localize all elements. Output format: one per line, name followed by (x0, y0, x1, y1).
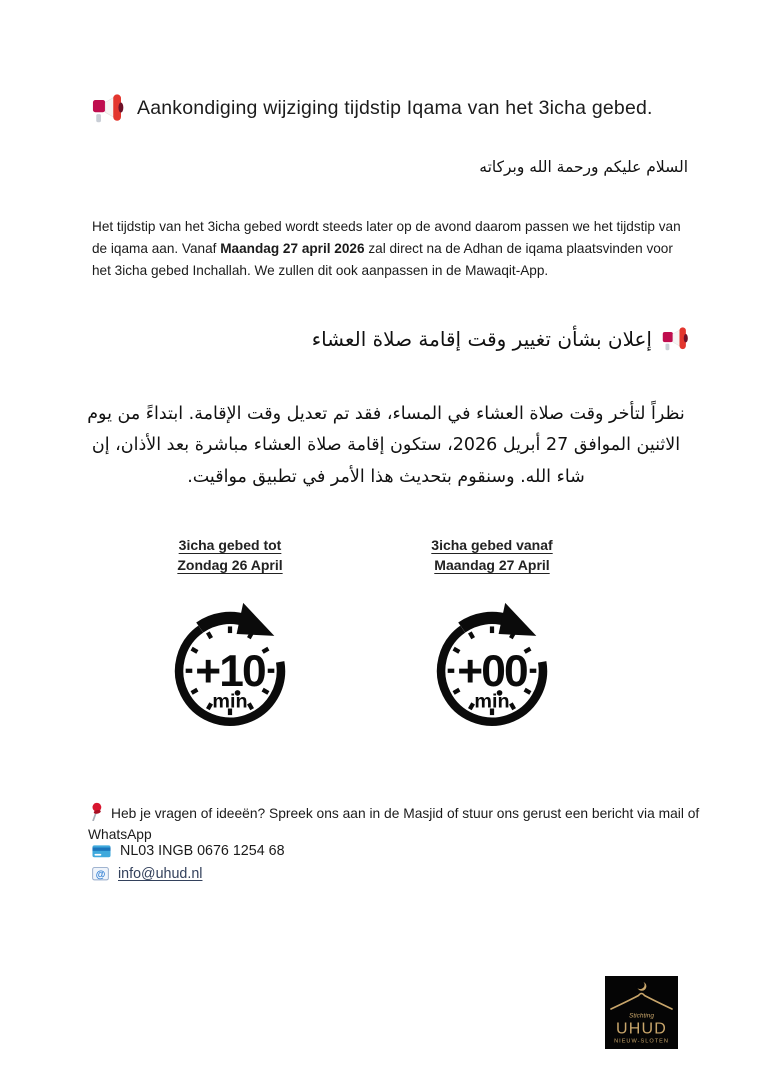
announcement-title-row (92, 93, 653, 124)
email-link[interactable]: info@uhud.nl (118, 866, 203, 882)
bank-row (92, 843, 285, 859)
org-logo (605, 976, 678, 1049)
announcement-title: Aankondiging wijziging tijdstip Iqama van het 3icha gebed. (137, 97, 653, 119)
before-label (177, 536, 282, 575)
contact-note-text: Heb je vragen of ideeën? Spreek ons aan in de Masjid of stuur ons gerust een bericht via mail of WhatsApp (88, 805, 700, 843)
arabic-heading-row (312, 326, 690, 352)
credit-card-icon (92, 844, 111, 859)
mosque-logo-icon (605, 976, 678, 1049)
email-row (92, 866, 202, 882)
after-label (431, 536, 552, 575)
bank-account-number: NL03 INGB 0676 1254 68 (120, 843, 285, 859)
clock-value: +10 (195, 646, 265, 696)
clock-plus00-icon (426, 601, 558, 733)
clock-value: +00 (457, 646, 527, 696)
schedule-comparison (0, 536, 766, 733)
after-label-line1: 3icha gebed vanaf (431, 537, 553, 553)
dutch-bold-date: Maandag 27 april 2026 (220, 241, 365, 256)
before-label-line1: 3icha gebed tot (178, 537, 282, 553)
dutch-text-after: zal direct na de Adhan de iqama plaatsvinden voor het 3icha gebed Inchallah. We zullen dit ook aanpassen in de Mawaqit-App. (92, 241, 673, 279)
after-column (410, 536, 574, 733)
megaphone-icon (92, 93, 126, 124)
email-icon (92, 867, 109, 881)
clock-plus10-icon (164, 601, 296, 733)
clock-unit: min (212, 690, 248, 713)
logo-org-prefix: Stichting (629, 1012, 654, 1020)
logo-org-name: UHUD (615, 1020, 668, 1038)
arabic-body-paragraph: نظراً لتأخر وقت صلاة العشاء في المساء، فقد تم تعديل وقت الإقامة. ابتداءً من يوم الاثنين الموافق 27 أبريل 2026، ستكون إقامة صلاة العشاء مباشرة بعد الأذان، إن شاء الله. وسنقوم بتحديث هذا الأمر في تطبيق مواقيت. (87, 403, 685, 487)
megaphone-icon (662, 326, 690, 352)
dutch-body-paragraph (92, 216, 688, 283)
before-column (148, 536, 312, 733)
dutch-text-before: Het tijdstip van het 3icha gebed wordt steeds later op de avond daarom passen we het tijdstip van de iqama aan. Vanaf (92, 218, 681, 256)
after-label-line2: Maandag 27 April (434, 556, 550, 573)
clock-unit: min (474, 690, 510, 713)
contact-note (88, 802, 700, 846)
arabic-greeting: السلام عليكم ورحمة الله وبركاته (479, 158, 688, 176)
before-label-line2: Zondag 26 April (177, 556, 283, 573)
svg-text:@: @ (95, 869, 106, 881)
logo-org-location: NIEUW-SLOTEN (614, 1038, 669, 1045)
pushpin-icon (88, 802, 105, 821)
arabic-heading: إعلان بشأن تغيير وقت إقامة صلاة العشاء (311, 327, 652, 351)
